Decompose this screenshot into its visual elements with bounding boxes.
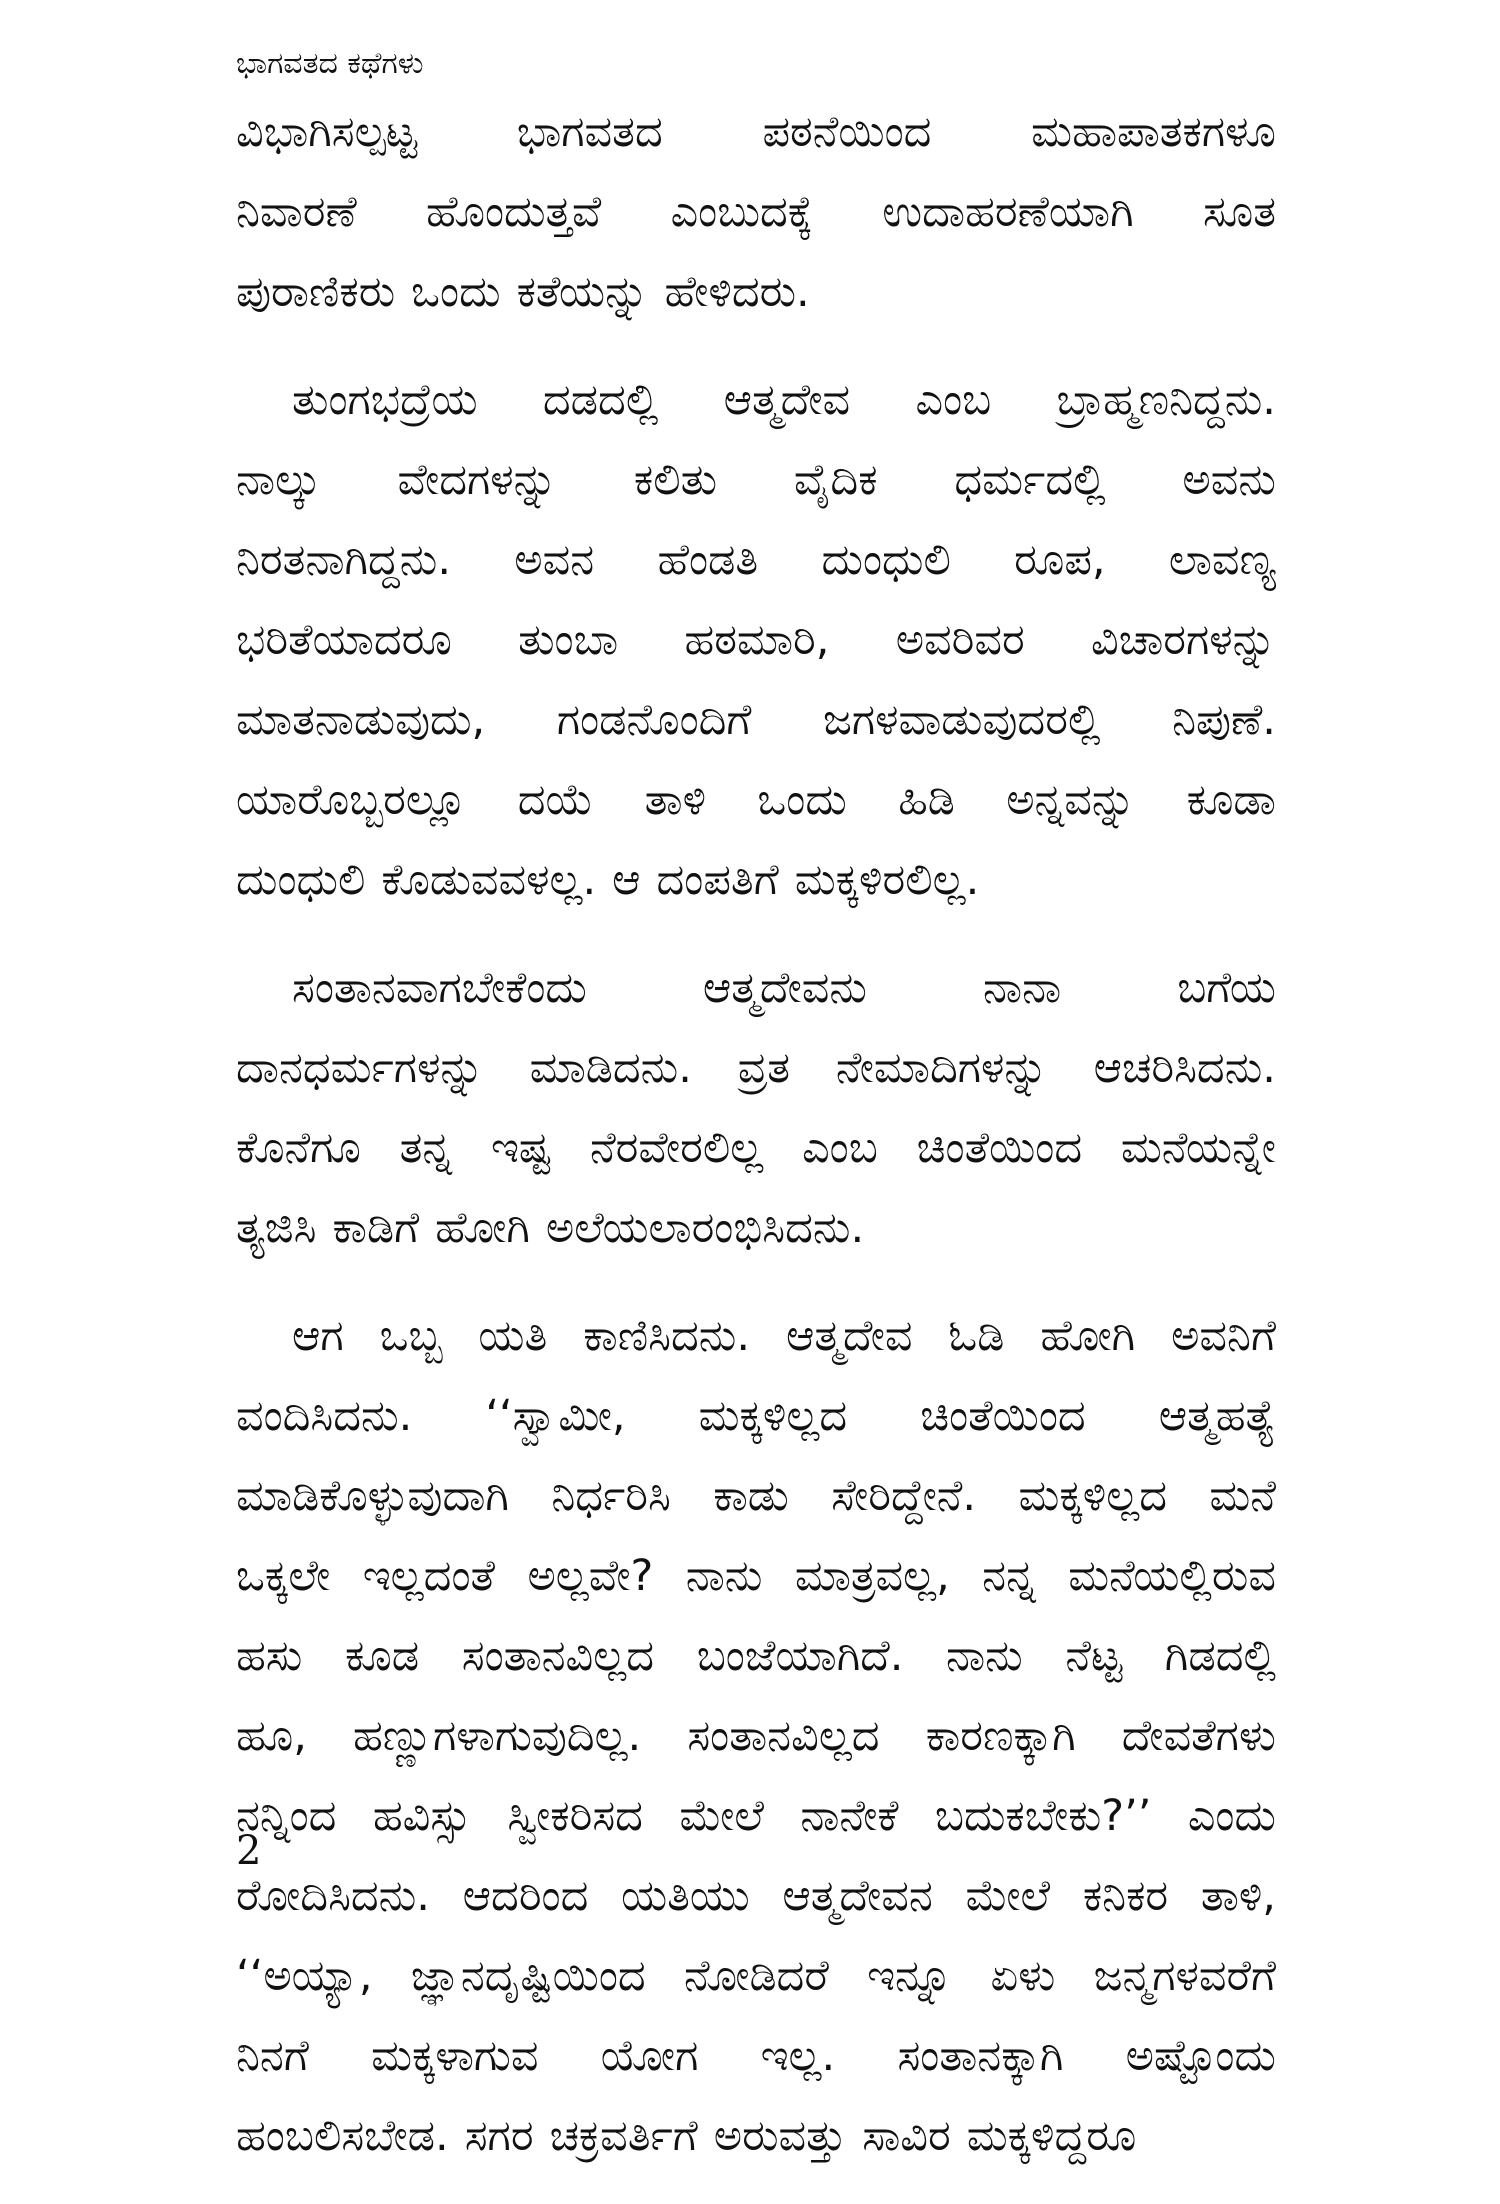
text-line bbox=[236, 1696, 1276, 1776]
word: ದಯೆ bbox=[517, 775, 594, 825]
word: ಆತ್ಮಹತ್ಯೆ bbox=[1158, 1391, 1276, 1441]
word: ರೋದಿಸಿದನು. bbox=[236, 1871, 430, 1921]
word: ಆತ್ಮದೇವನ bbox=[782, 1871, 933, 1921]
word: ಆತ್ಮದೇವ bbox=[785, 1311, 913, 1361]
word: ಕಾಣಿಸಿದನು. bbox=[583, 1311, 751, 1361]
word: ಅಲ್ಲವೇ? bbox=[527, 1551, 654, 1601]
word: ಹಸು bbox=[236, 1631, 303, 1681]
word: ಮನೆಯನ್ನೇ bbox=[1120, 1123, 1276, 1173]
running-header bbox=[236, 44, 424, 84]
word: ಗಂಡನೊಂದಿಗೆ bbox=[556, 695, 752, 745]
word: ನೆರವೇರಲಿಲ್ಲ bbox=[590, 1123, 764, 1173]
word: ಅರುವತ್ತು bbox=[713, 2111, 847, 2161]
text-line bbox=[236, 1188, 1276, 1268]
word: ಓಡಿ bbox=[948, 1311, 1005, 1361]
word: ಕತೆಯನ್ನು bbox=[516, 267, 649, 317]
word: ಮಕ್ಕಳಾಗುವ bbox=[371, 2031, 539, 2081]
word: ಮೇಲೆ bbox=[965, 1871, 1051, 1921]
text-line bbox=[236, 1376, 1276, 1456]
word: ಜಗಳವಾಡುವುದರಲ್ಲಿ bbox=[823, 695, 1101, 745]
word: ತಾಳಿ, bbox=[1200, 1871, 1276, 1921]
word: ಪುರಾಣಿಕರು bbox=[236, 267, 396, 317]
text-line bbox=[236, 1108, 1276, 1188]
word: ಬಗೆಯ bbox=[1177, 963, 1276, 1013]
word: ಆ bbox=[612, 855, 641, 905]
word: ಕಾಡಿಗೆ bbox=[332, 1203, 420, 1253]
word: ತುಂಬಾ bbox=[518, 615, 619, 665]
text-line bbox=[236, 1856, 1276, 1936]
word: ನಾನು bbox=[685, 1551, 763, 1601]
word: ಉದಾಹರಣೆಯಾಗಿ bbox=[882, 187, 1134, 237]
word: ಎಂಬ bbox=[915, 375, 992, 425]
text-line bbox=[236, 1776, 1276, 1856]
word: ನಿವಾರಣೆ bbox=[236, 187, 357, 237]
word: ಮಕ್ಕಳಿಲ್ಲದ bbox=[1018, 1471, 1167, 1521]
word: ಹೆಂಡತಿ bbox=[657, 535, 759, 585]
word: ಆತ್ಮದೇವನು bbox=[702, 963, 867, 1013]
word: ದುಂಧುಲಿ bbox=[236, 855, 366, 905]
page-body bbox=[236, 92, 1276, 2204]
word: ಯತಿಯು bbox=[621, 1871, 750, 1921]
word: ಕೊನೆಗೂ bbox=[236, 1123, 361, 1173]
word: ಆಚರಿಸಿದನು. bbox=[1093, 1043, 1276, 1093]
word: ಯತಿ bbox=[478, 1311, 548, 1361]
text-line bbox=[236, 520, 1276, 600]
text-line bbox=[236, 440, 1276, 520]
paragraph bbox=[236, 360, 1276, 920]
word: ಆದರಿಂದ bbox=[462, 1871, 589, 1921]
word: ಒಕ್ಕಲೇ bbox=[236, 1551, 331, 1601]
word: ಸ್ವೀಕರಿಸದ bbox=[507, 1791, 643, 1841]
word: ಒಂದು bbox=[411, 267, 501, 317]
word: ಆತ್ಮದೇವ bbox=[723, 375, 851, 425]
word: ನಾನೇಕೆ bbox=[800, 1791, 899, 1841]
word: ಹಿಡಿ bbox=[898, 775, 955, 825]
word: ಹೊಂದುತ್ತವೆ bbox=[426, 187, 602, 237]
word: ಸಂತಾನಕ್ಕಾಗಿ bbox=[897, 2031, 1064, 2081]
word: ‘‘ಸ್ವಾಮೀ, bbox=[485, 1391, 626, 1441]
page-number: 2 bbox=[236, 1828, 262, 1874]
word: ಮನೆ bbox=[1209, 1471, 1276, 1521]
word: ಚಕ್ರವರ್ತಿಗೆ bbox=[549, 2111, 698, 2161]
word: ಎಂಬ bbox=[802, 1123, 878, 1173]
word: ನಾನಾ bbox=[982, 963, 1062, 1013]
word: ದುಂಧುಲಿ bbox=[821, 535, 951, 585]
paragraph bbox=[236, 948, 1276, 1268]
word: ತನ್ನ bbox=[399, 1123, 453, 1173]
word: ಇಷ್ಟ bbox=[490, 1123, 552, 1173]
word: ಬಂಜೆಯಾಗಿದೆ. bbox=[696, 1631, 904, 1681]
word: ಒಂದು bbox=[757, 775, 847, 825]
word: ಇಲ್ಲದಂತೆ bbox=[362, 1551, 496, 1601]
word: ತಾಳಿ bbox=[644, 775, 707, 825]
word: ಏಳು bbox=[990, 1951, 1056, 2001]
word: ಬ್ರಾಹ್ಮಣನಿದ್ದನು. bbox=[1056, 375, 1276, 425]
word: ಮಕ್ಕಳಿಲ್ಲದ bbox=[698, 1391, 848, 1441]
word: ಅವನು bbox=[1182, 455, 1276, 505]
word: ಹಠಮಾರಿ, bbox=[684, 615, 830, 665]
word: ದಾನಧರ್ಮಗಳನ್ನು bbox=[236, 1043, 484, 1093]
word: ಸೂತ bbox=[1202, 187, 1276, 237]
text-line bbox=[236, 1296, 1276, 1376]
word: ಅವನಿಗೆ bbox=[1171, 1311, 1276, 1361]
word: ಹೇಳಿದರು. bbox=[664, 267, 810, 317]
word: ತ್ಯಜಿಸಿ bbox=[236, 1203, 317, 1253]
word: ‘‘ಅಯ್ಯಾ, bbox=[236, 1951, 373, 2001]
text-line bbox=[236, 1028, 1276, 1108]
text-line bbox=[236, 948, 1276, 1028]
word: ನೋಡಿದರೆ bbox=[684, 1951, 829, 2001]
word: ವಿಭಾಗಿಸಲ್ಪಟ್ಟ bbox=[236, 107, 417, 157]
text-line bbox=[236, 1536, 1276, 1616]
text-line bbox=[236, 1456, 1276, 1536]
word: ಹಣ್ಣುಗಳಾಗುವುದಿಲ್ಲ. bbox=[353, 1711, 642, 1761]
text-line bbox=[236, 1936, 1276, 2016]
text-line bbox=[236, 172, 1276, 252]
word: ಮೇಲೆ bbox=[679, 1791, 764, 1841]
word: ಹೋಗಿ bbox=[435, 1203, 530, 1253]
word: ಕೊಡುವವಳಲ್ಲ. bbox=[381, 855, 597, 905]
word: ಇಲ್ಲ. bbox=[760, 2031, 836, 2081]
word: ನಿರತನಾಗಿದ್ದನು. bbox=[236, 535, 451, 585]
word: ಅಲೆಯಲಾರಂಭಿಸಿದನು. bbox=[545, 1203, 865, 1253]
word: ವೇದಗಳನ್ನು bbox=[397, 455, 558, 505]
word: ಭರಿತೆಯಾದರೂ bbox=[236, 615, 452, 665]
word: ವಿಚಾರಗಳನ್ನು bbox=[1090, 615, 1276, 665]
word: ನಿನಗೆ bbox=[236, 2031, 309, 2081]
word: ಜ್ಞಾನದೃಷ್ಟಿಯಿಂದ bbox=[410, 1951, 646, 2001]
word: ಚಿಂತೆಯಿಂದ bbox=[920, 1391, 1086, 1441]
word: ದೇವತೆಗಳು bbox=[1121, 1711, 1276, 1761]
word: ನಾಲ್ಕು bbox=[236, 455, 321, 505]
word: ನನ್ನ bbox=[982, 1551, 1036, 1601]
word: ಹಂಬಲಿಸಬೇಡ. bbox=[236, 2111, 449, 2161]
paragraph bbox=[236, 1296, 1276, 2176]
word: ಬದುಕಬೇಕು?’’ bbox=[934, 1791, 1152, 1841]
word: ಮಾಡಿಕೊಳ್ಳುವುದಾಗಿ bbox=[236, 1471, 509, 1521]
paragraph bbox=[236, 92, 1276, 332]
word: ಲಾವಣ್ಯ bbox=[1168, 535, 1276, 585]
word: ಭಾಗವತದ bbox=[516, 107, 663, 157]
word: ಕಾಡು bbox=[713, 1471, 789, 1521]
text-line bbox=[236, 360, 1276, 440]
word: ಹೋಗಿ bbox=[1040, 1311, 1136, 1361]
word: ಮಾಡಿದನು. bbox=[529, 1043, 692, 1093]
word: ದಡದಲ್ಲಿ bbox=[542, 375, 659, 425]
word: ವಂದಿಸಿದನು. bbox=[236, 1391, 413, 1441]
word: ಚಿಂತೆಯಿಂದ bbox=[916, 1123, 1083, 1173]
word: ಮಕ್ಕಳಿದ್ದರೂ bbox=[966, 2111, 1137, 2161]
word: ಪಠನೆಯಿಂದ bbox=[762, 107, 932, 157]
word: ಮಹಾಪಾತಕಗಳೂ bbox=[1031, 107, 1276, 157]
word: ಮಾತ್ರವಲ್ಲ, bbox=[794, 1551, 950, 1601]
text-line bbox=[236, 760, 1276, 840]
word: ಅನ್ನವನ್ನು bbox=[1006, 775, 1136, 825]
word: ಕಾರಣಕ್ಕಾಗಿ bbox=[925, 1711, 1076, 1761]
word: ಅವರಿವರ bbox=[895, 615, 1025, 665]
word: ಸಾವಿರ bbox=[862, 2111, 951, 2161]
word: ಯೋಗ bbox=[600, 2031, 699, 2081]
text-line bbox=[236, 2016, 1276, 2096]
word: ಎಂದು bbox=[1187, 1791, 1276, 1841]
word: ನಿಪುಣೆ. bbox=[1172, 695, 1276, 745]
word: ಕನಿಕರ bbox=[1082, 1871, 1169, 1921]
word: ಸೇರಿದ್ದೇನೆ. bbox=[831, 1471, 977, 1521]
word: ಇನ್ನೂ bbox=[867, 1951, 953, 2001]
word: ನನ್ನಿಂದ bbox=[236, 1791, 337, 1841]
word: ಮನೆಯಲ್ಲಿರುವ bbox=[1068, 1551, 1276, 1601]
word: ವ್ರತ bbox=[737, 1043, 791, 1093]
word: ದಂಪತಿಗೆ bbox=[656, 855, 779, 905]
word: ಸಂತಾನವಿಲ್ಲದ bbox=[461, 1631, 655, 1681]
word: ಅಷ್ಟೊಂದು bbox=[1125, 2031, 1276, 2081]
text-line bbox=[236, 92, 1276, 172]
word: ಕಲಿತು bbox=[633, 455, 718, 505]
word: ಸಗರ bbox=[464, 2111, 534, 2161]
text-line bbox=[236, 680, 1276, 760]
word: ಕೂಡ bbox=[344, 1631, 420, 1681]
word: ಸಂತಾನವಿಲ್ಲದ bbox=[687, 1711, 880, 1761]
word: ಹೂ, bbox=[236, 1711, 307, 1761]
running-title: ಭಾಗವತದ ಕಥೆಗಳು bbox=[236, 46, 424, 81]
word: ತುಂಗಭದ್ರೆಯ bbox=[292, 375, 478, 425]
word: ಜನ್ಮಗಳವರೆಗೆ bbox=[1093, 1951, 1276, 2001]
word: ಹವಿಸ್ಸು bbox=[372, 1791, 471, 1841]
word: ವೈದಿಕ bbox=[793, 455, 878, 505]
word: ರೂಪ, bbox=[1014, 535, 1106, 585]
word: ನಿರ್ಧರಿಸಿ bbox=[551, 1471, 671, 1521]
word: ಮಾತನಾಡುವುದು, bbox=[236, 695, 486, 745]
text-line bbox=[236, 600, 1276, 680]
word: ಒಬ್ಬ bbox=[379, 1311, 443, 1361]
word: ನಾನು bbox=[946, 1631, 1023, 1681]
word: ಯಾರೊಬ್ಬರಲ್ಲೂ bbox=[236, 775, 467, 825]
word: ನೇಮಾದಿಗಳನ್ನು bbox=[835, 1043, 1048, 1093]
word: ಧರ್ಮದಲ್ಲಿ bbox=[954, 455, 1106, 505]
word: ಸಂತಾನವಾಗಬೇಕೆಂದು bbox=[292, 963, 587, 1013]
word: ಎಂಬುದಕ್ಕೆ bbox=[670, 187, 813, 237]
word: ನೆಟ್ಟ bbox=[1065, 1631, 1123, 1681]
text-line bbox=[236, 1616, 1276, 1696]
word: ಅವನ bbox=[514, 535, 595, 585]
word: ಮಕ್ಕಳಿರಲಿಲ್ಲ. bbox=[794, 855, 980, 905]
text-line bbox=[236, 2096, 1276, 2176]
text-line bbox=[236, 252, 1276, 332]
word: ಗಿಡದಲ್ಲಿ bbox=[1164, 1631, 1276, 1681]
text-line bbox=[236, 840, 1276, 920]
word: ಆಗ bbox=[292, 1311, 344, 1361]
word: ಕೂಡಾ bbox=[1186, 775, 1276, 825]
